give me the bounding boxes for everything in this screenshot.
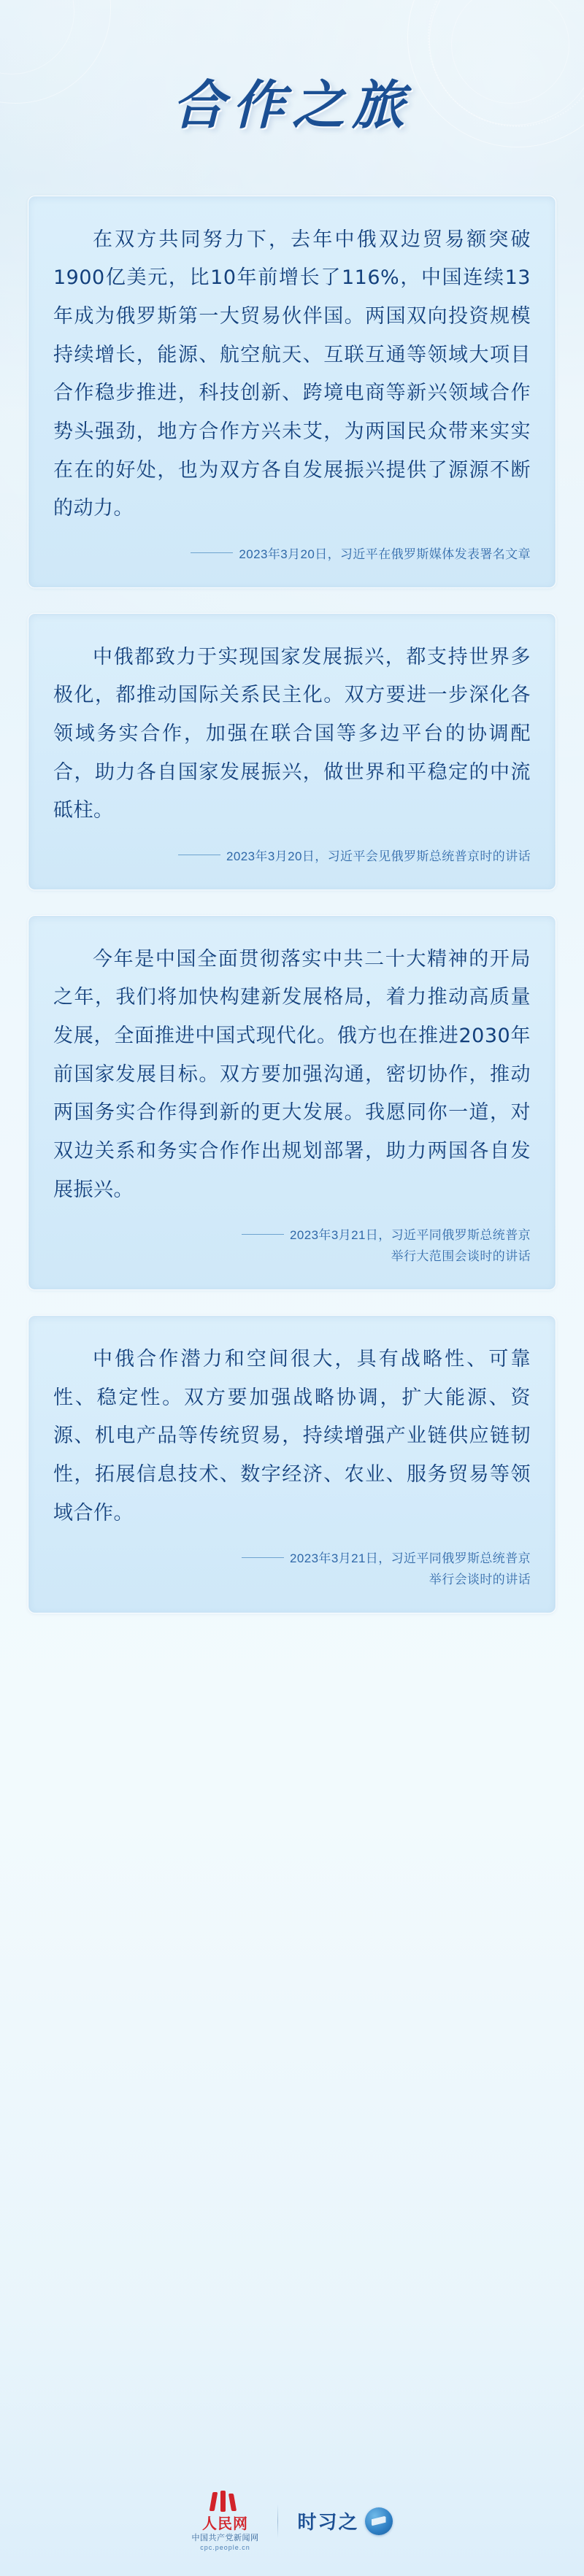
quote-card-list: [0, 169, 584, 1613]
footer: [0, 2491, 584, 2551]
quote-attribution: [53, 1225, 531, 1268]
people-logo-name: 人民网: [201, 2515, 248, 2533]
shixizhi-logo[interactable]: [297, 2507, 392, 2535]
page-title: 合作之旅: [172, 74, 412, 136]
attribution-line-1: 2023年3月21日，习近平同俄罗斯总统普京: [290, 1551, 531, 1566]
attribution-line-2: 举行大范围会谈时的讲话: [391, 1249, 531, 1264]
quote-attribution: [53, 1549, 531, 1591]
people-cn-logo[interactable]: [191, 2491, 258, 2551]
people-logo-subtitle: 中国共产党新闻网: [191, 2534, 259, 2543]
quote-attribution: [53, 847, 531, 868]
shixizhi-badge-icon: [365, 2507, 393, 2535]
people-logo-url: cpc.people.cn: [200, 2543, 250, 2551]
quote-text: 今年是中国全面贯彻落实中共二十大精神的开局之年，我们将加快构建新发展格局，着力推动高质量发展，全面推进中国式现代化。俄方也在推进2030年前国家发展目标。双方要加强沟通，密切协作，推动两国务实合作得到新的更大发展。我愿同你一道，对双边关系和务实合作作出规划部署，助力两国各自发展振兴。: [53, 947, 531, 1201]
footer-divider: [277, 2504, 278, 2538]
page-title-container: [0, 0, 584, 169]
people-logo-mark-icon: [208, 2491, 242, 2513]
attribution-line-1: 2023年3月21日，习近平同俄罗斯总统普京: [290, 1228, 531, 1243]
attribution-line-2: 举行会谈时的讲话: [429, 1573, 531, 1587]
quote-card: [28, 196, 556, 588]
attribution-dash-icon: [242, 1234, 284, 1235]
quote-text: 在双方共同努力下，去年中俄双边贸易额突破1900亿美元，比10年前增长了116%，中国连续13年成为俄罗斯第一大贸易伙伴国。两国双向投资规模持续增长，能源、航空航天、互联互通等领域大项目合作稳步推进，科技创新、跨境电商等新兴领域合作势头强劲，地方合作方兴未艾，为两国民众带来实实在在的好处，也为双方各自发展振兴提供了源源不断的动力。: [53, 228, 531, 520]
quote-card: [28, 613, 556, 890]
attribution-dash-icon: [242, 1557, 284, 1558]
attribution-dash-icon: [191, 552, 233, 553]
quote-card: [28, 1315, 556, 1613]
quote-attribution: [53, 544, 531, 566]
quote-card: [28, 915, 556, 1290]
quote-text: 中俄合作潜力和空间很大，具有战略性、可靠性、稳定性。双方要加强战略协调，扩大能源、资源、机电产品等传统贸易，持续增强产业链供应链韧性，拓展信息技术、数字经济、农业、服务贸易等领域合作。: [53, 1348, 531, 1524]
attribution-line-1: 2023年3月20日，习近平在俄罗斯媒体发表署名文章: [239, 547, 531, 561]
shixizhi-logo-text: 时习之: [297, 2512, 359, 2534]
quote-text: 中俄都致力于实现国家发展振兴，都支持世界多极化，都推动国际关系民主化。双方要进一步深化各领域务实合作，加强在联合国等多边平台的协调配合，助力各自国家发展振兴，做世界和平稳定的中流砥柱。: [53, 645, 531, 822]
attribution-line-1: 2023年3月20日，习近平会见俄罗斯总统普京时的讲话: [226, 849, 531, 863]
